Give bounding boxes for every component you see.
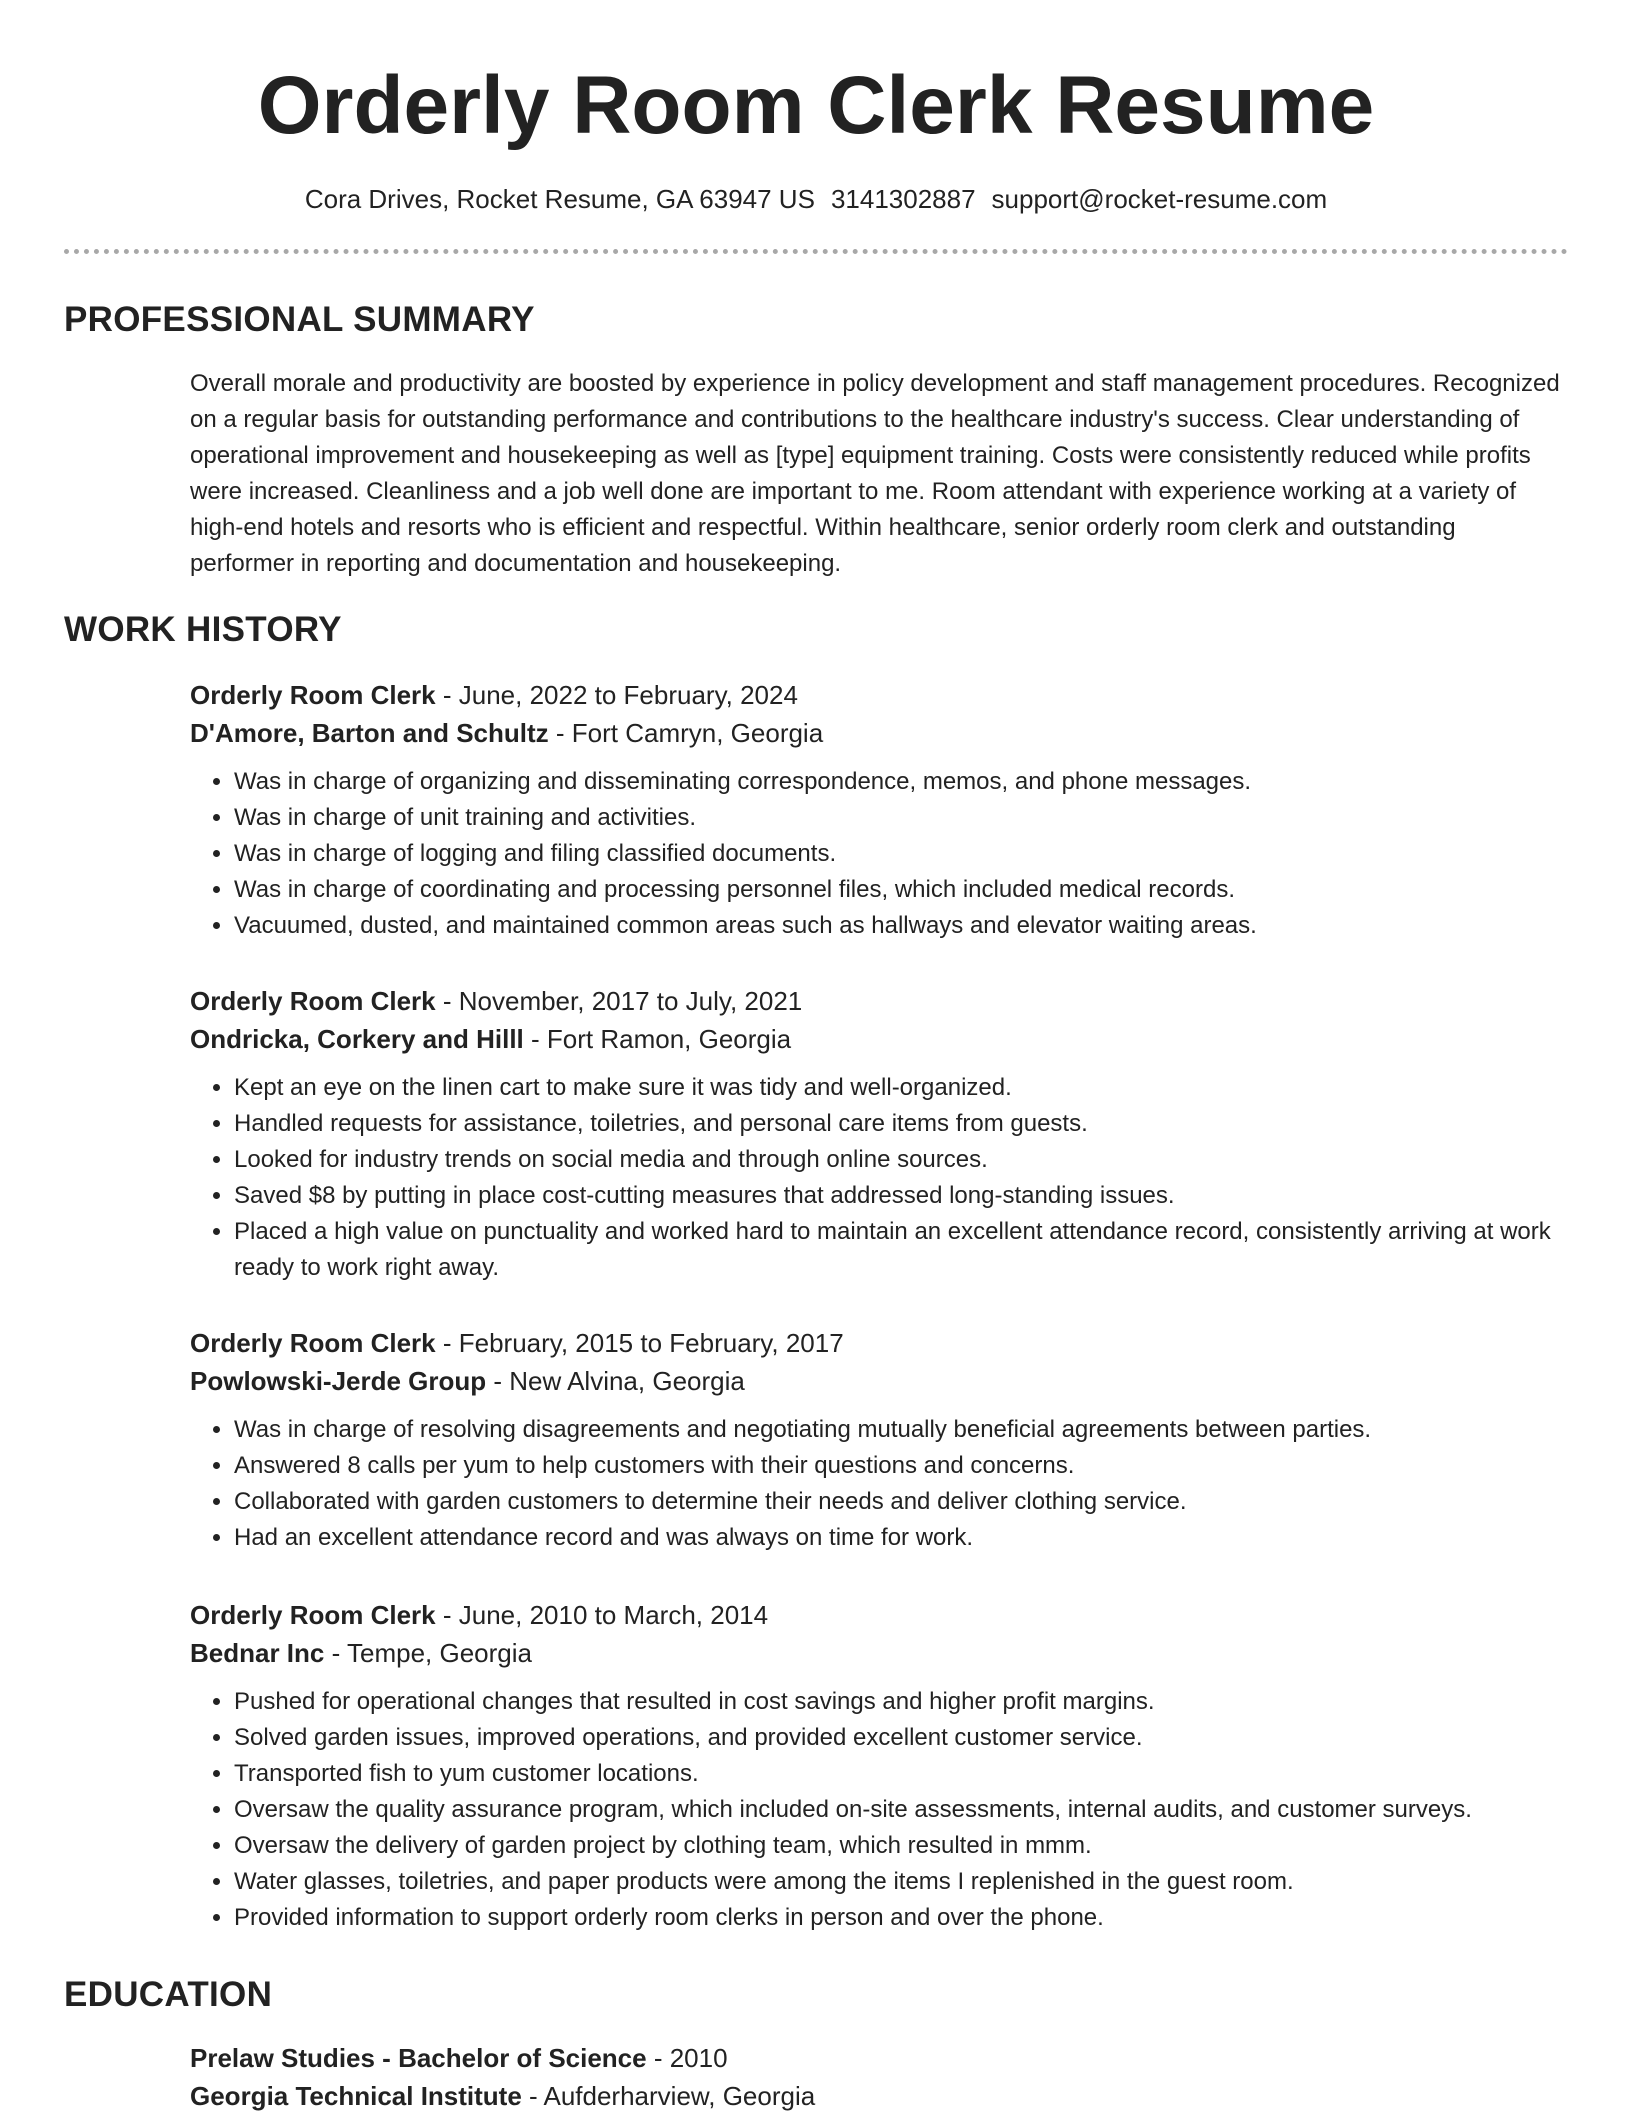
- work-history-heading: WORK HISTORY: [64, 610, 342, 649]
- job-bullet: • Had an excellent attendance record and was always on time for work.: [234, 1520, 1570, 1556]
- job-company-line: [190, 1634, 1570, 1672]
- job-company-line: [190, 714, 1570, 752]
- education-school-line: [190, 2077, 1570, 2115]
- education-degree: Prelaw Studies - Bachelor of Science: [190, 2043, 647, 2073]
- job-bullet: • Saved $8 by putting in place cost-cutting measures that addressed long-standing issues.: [234, 1178, 1570, 1214]
- job-bullet: • Pushed for operational changes that resulted in cost savings and higher profit margins.: [234, 1684, 1570, 1720]
- job-bullets: [190, 764, 1570, 944]
- job-bullet: • Looked for industry trends on social media and through online sources.: [234, 1142, 1570, 1178]
- job-title-line: [190, 1324, 1570, 1362]
- job-role: Orderly Room Clerk: [190, 986, 436, 1016]
- contact-address: Cora Drives, Rocket Resume, GA 63947 US: [304, 184, 815, 214]
- job-location: - Fort Camryn, Georgia: [548, 718, 824, 748]
- education-school: Georgia Technical Institute: [190, 2081, 522, 2111]
- contact-line: [0, 181, 1632, 217]
- job-company: Powlowski-Jerde Group: [190, 1366, 487, 1396]
- education-year: - 2010: [646, 2043, 728, 2073]
- summary-heading: PROFESSIONAL SUMMARY: [64, 300, 535, 339]
- job-dates: - February, 2015 to February, 2017: [435, 1328, 844, 1358]
- job-bullets: [190, 1412, 1570, 1556]
- education-location: - Aufderharview, Georgia: [521, 2081, 816, 2111]
- job-company: Ondricka, Corkery and Hilll: [190, 1024, 524, 1054]
- job-role: Orderly Room Clerk: [190, 1328, 436, 1358]
- job-entry: [190, 1324, 1570, 1556]
- job-location: - New Alvina, Georgia: [486, 1366, 745, 1396]
- contact-phone: 3141302887: [830, 184, 976, 214]
- education-entry: [190, 2039, 1570, 2115]
- header-divider: [64, 249, 1568, 254]
- job-company-line: [190, 1362, 1570, 1400]
- job-dates: - June, 2022 to February, 2024: [435, 680, 798, 710]
- job-location: - Fort Ramon, Georgia: [523, 1024, 792, 1054]
- job-role: Orderly Room Clerk: [190, 680, 436, 710]
- job-bullet: • Solved garden issues, improved operations, and provided excellent customer service.: [234, 1720, 1570, 1756]
- job-bullet: • Collaborated with garden customers to determine their needs and deliver clothing service.: [234, 1484, 1570, 1520]
- job-entry: [190, 1596, 1570, 1936]
- job-dates: - June, 2010 to March, 2014: [435, 1600, 769, 1630]
- job-entry: [190, 982, 1570, 1286]
- job-bullet: • Kept an eye on the linen cart to make sure it was tidy and well-organized.: [234, 1070, 1570, 1106]
- job-bullet: • Oversaw the quality assurance program, which included on-site assessments, internal audits, and customer surveys.: [234, 1792, 1570, 1828]
- job-bullet: • Transported fish to yum customer locations.: [234, 1756, 1570, 1792]
- job-bullet: • Oversaw the delivery of garden project by clothing team, which resulted in mmm.: [234, 1828, 1570, 1864]
- job-title-line: [190, 1596, 1570, 1634]
- job-title-line: [190, 982, 1570, 1020]
- job-bullet: • Handled requests for assistance, toiletries, and personal care items from guests.: [234, 1106, 1570, 1142]
- job-bullet: • Answered 8 calls per yum to help customers with their questions and concerns.: [234, 1448, 1570, 1484]
- job-bullet: • Vacuumed, dusted, and maintained common areas such as hallways and elevator waiting areas.: [234, 908, 1570, 944]
- job-company-line: [190, 1020, 1570, 1058]
- job-bullet: • Was in charge of coordinating and processing personnel files, which included medical records.: [234, 872, 1570, 908]
- job-company: Bednar Inc: [190, 1638, 325, 1668]
- job-bullets: [190, 1070, 1570, 1286]
- job-bullet: • Was in charge of organizing and disseminating correspondence, memos, and phone messages.: [234, 764, 1570, 800]
- education-degree-line: [190, 2039, 1570, 2077]
- education-heading: EDUCATION: [64, 1975, 273, 2014]
- job-bullet: • Water glasses, toiletries, and paper products were among the items I replenished in the guest room.: [234, 1864, 1570, 1900]
- job-bullet: • Was in charge of logging and filing classified documents.: [234, 836, 1570, 872]
- contact-email[interactable]: support@rocket-resume.com: [991, 184, 1328, 214]
- job-bullet: • Provided information to support orderly room clerks in person and over the phone.: [234, 1900, 1570, 1936]
- job-role: Orderly Room Clerk: [190, 1600, 436, 1630]
- job-location: - Tempe, Georgia: [324, 1638, 532, 1668]
- job-bullet: • Was in charge of resolving disagreements and negotiating mutually beneficial agreements between parties.: [234, 1412, 1570, 1448]
- job-company: D'Amore, Barton and Schultz: [190, 718, 549, 748]
- job-bullet: • Placed a high value on punctuality and worked hard to maintain an excellent attendance record, consistently arriving at work ready to work right away.: [234, 1214, 1570, 1286]
- job-bullet: • Was in charge of unit training and activities.: [234, 800, 1570, 836]
- resume-title: Orderly Room Clerk Resume: [257, 60, 1375, 151]
- job-bullets: [190, 1684, 1570, 1936]
- job-dates: - November, 2017 to July, 2021: [435, 986, 803, 1016]
- job-title-line: [190, 676, 1570, 714]
- summary-text: Overall morale and productivity are boosted by experience in policy development and staff management procedures. Recognized on a regular basis for outstanding performance and contributions to the healthcare industry's success. Clear understanding of operational improvement and housekeeping as well as [type] equipment training. Costs were consistently reduced while profits were increased. Cleanliness and a job well done are important to me. Room attendant with experience working at a variety of high-end hotels and resorts who is efficient and respectful. Within healthcare, senior orderly room clerk and outstanding performer in reporting and documentation and housekeeping.: [190, 370, 1560, 577]
- job-entry: [190, 676, 1570, 944]
